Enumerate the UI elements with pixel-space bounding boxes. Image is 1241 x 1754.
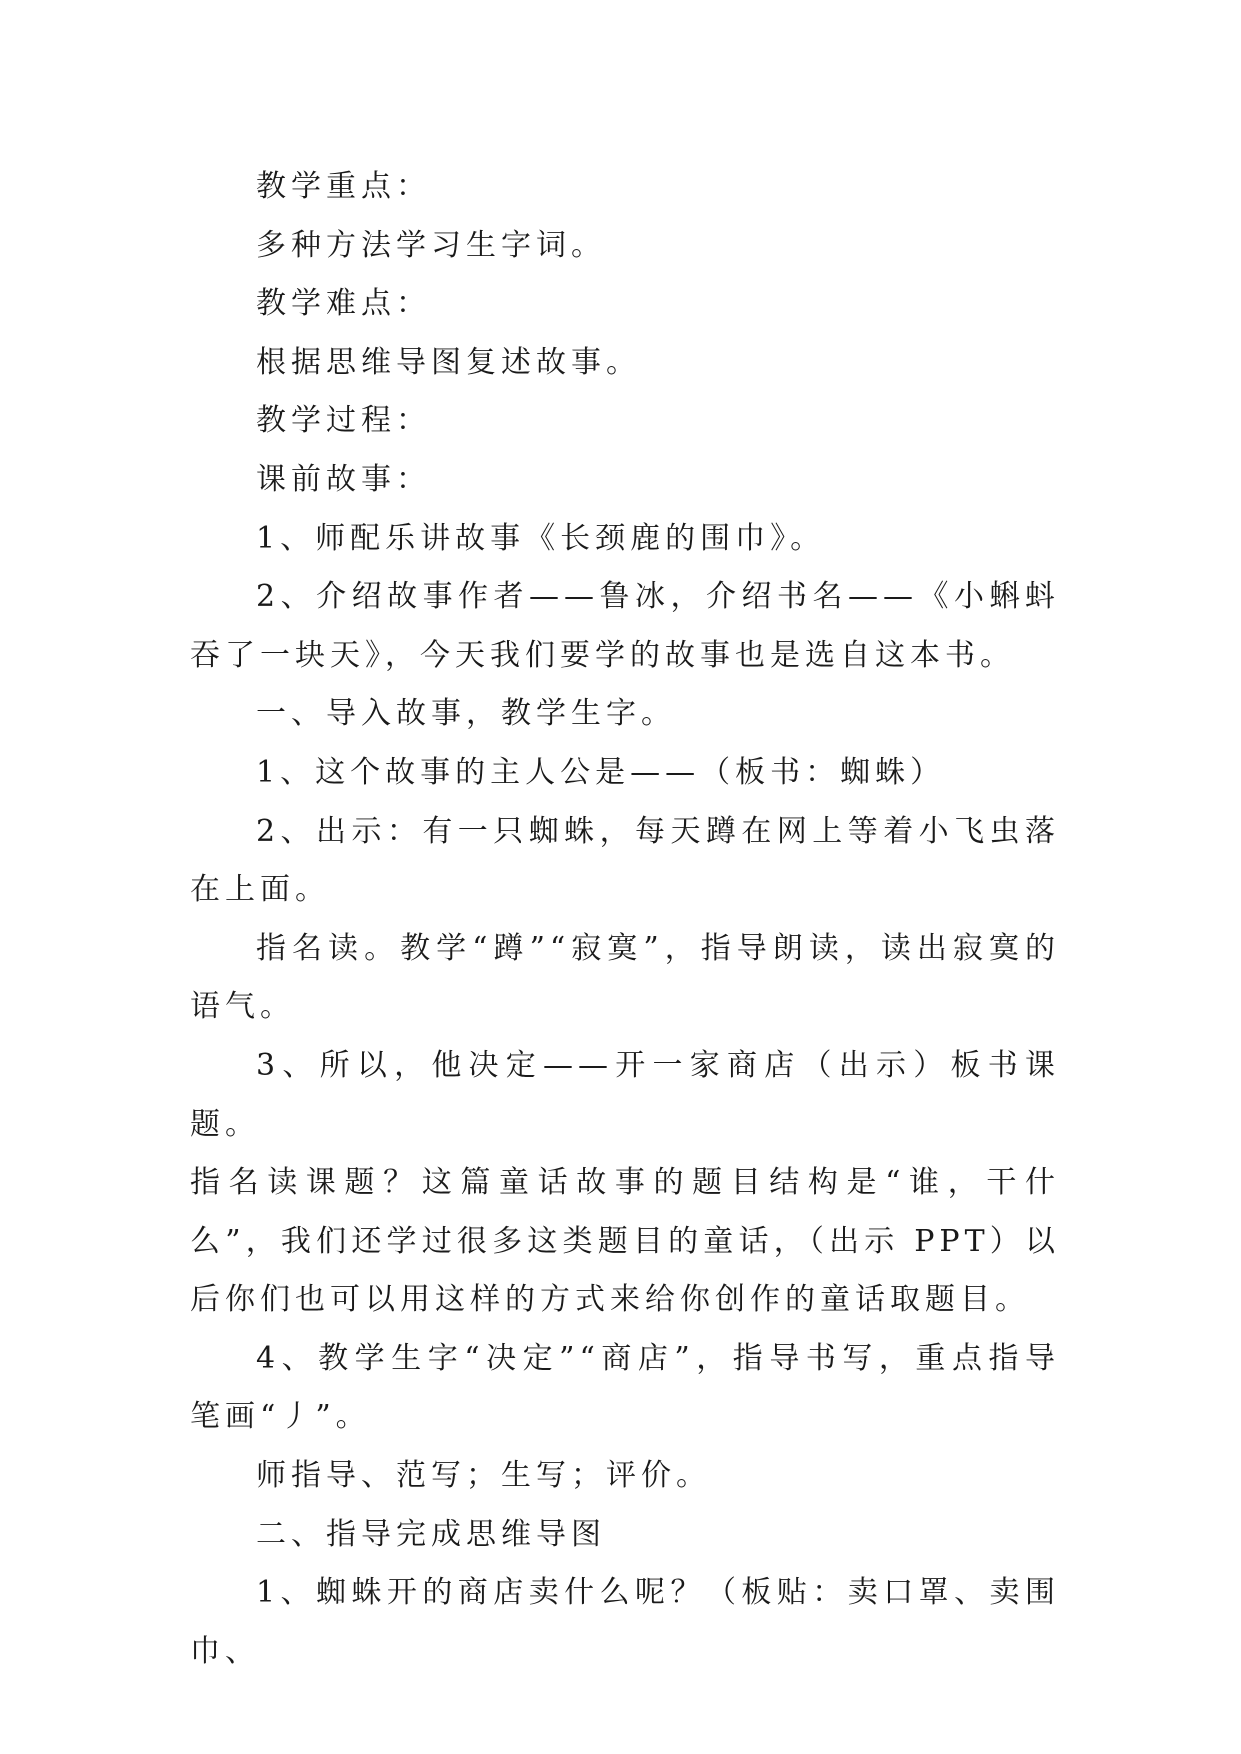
paragraph-reading-guidance: 指名读。教学“蹲”“寂寞”，指导朗读，读出寂寞的语气。	[190, 930, 1060, 1025]
heading-teaching-focus: 教学重点：	[256, 169, 431, 204]
paragraph-section-one-3: 3、所以，他决定——开一家商店（出示）板书课题。	[190, 1047, 1060, 1142]
paragraph-step-2: 2、介绍故事作者——鲁冰，介绍书名——《小蝌蚪吞了一块天》，今天我们要学的故事也是选自这本书。	[190, 579, 1060, 673]
heading-section-two: 二、指导完成思维导图	[256, 1516, 606, 1552]
paragraph-focus-content: 多种方法学习生字词。	[256, 227, 606, 263]
paragraph-section-one-4: 4、教学生字“决定”“商店”，指导书写，重点指导笔画“丿”。	[190, 1340, 1060, 1435]
heading-section-one: 一、导入故事，教学生字。	[256, 696, 676, 732]
heading-teaching-difficulty: 教学难点：	[256, 286, 431, 322]
paragraph-section-two-1: 1、蜘蛛开的商店卖什么呢？（板贴：卖口罩、卖围巾、	[190, 1575, 1060, 1669]
document-body	[190, 158, 1060, 1681]
paragraph-title-structure: 指名读课题？这篇童话故事的题目结构是“谁，干什么”，我们还学过很多这类题目的童话，（出示 PPT）以后你们也可以用这样的方式来给你创作的童话取题目。	[190, 1165, 1060, 1318]
paragraph-section-one-2: 2、出示：有一只蜘蛛，每天蹲在网上等着小飞虫落在上面。	[190, 813, 1060, 908]
paragraph-writing-practice: 师指导、范写；生写；评价。	[256, 1458, 711, 1494]
paragraph-step-1: 1、师配乐讲故事《长颈鹿的围巾》。	[256, 520, 826, 556]
paragraph-difficulty-content: 根据思维导图复述故事。	[256, 344, 641, 380]
paragraph-section-one-1: 1、这个故事的主人公是——（板书：蜘蛛）	[256, 754, 946, 790]
heading-pre-class-story: 课前故事：	[256, 461, 431, 497]
heading-teaching-process: 教学过程：	[256, 403, 431, 439]
